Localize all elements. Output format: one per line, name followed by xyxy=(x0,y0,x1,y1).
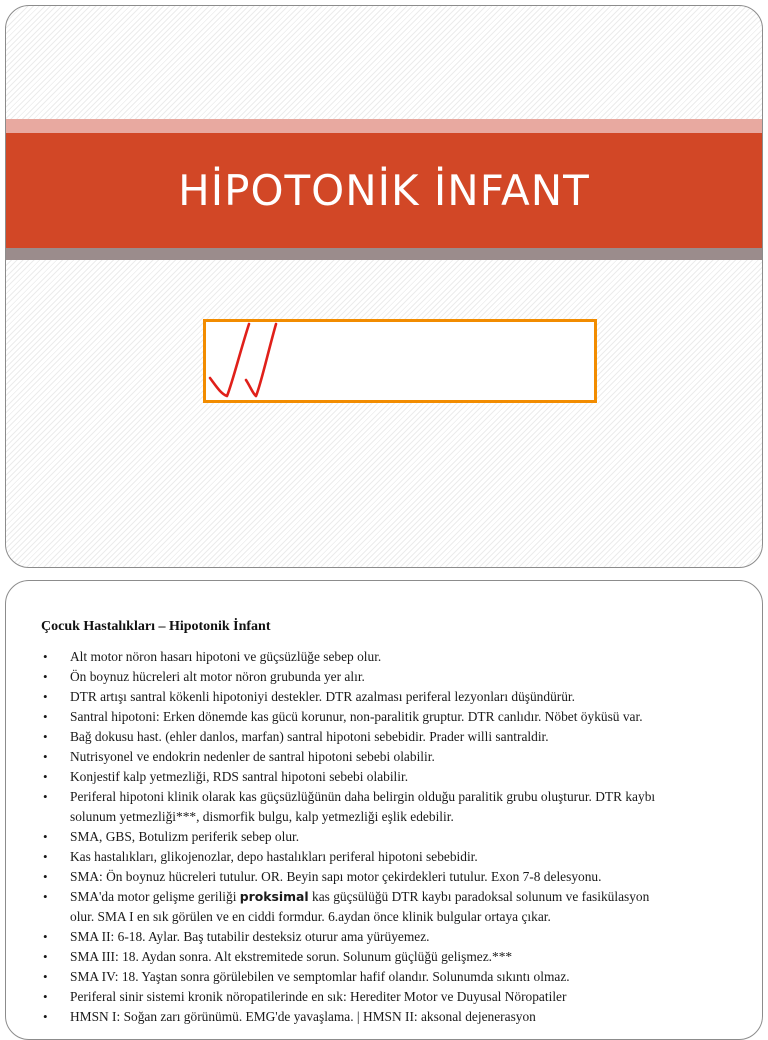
list-item: • Bağ dokusu hast. (ehler danlos, marfan) santral hipotoni sebebidir. Prader willi santraldir. xyxy=(41,727,746,747)
document-heading: Çocuk Hastalıkları – Hipotonik İnfant xyxy=(41,619,271,634)
list-item: • Periferal sinir sistemi kronik nöropatilerinde en sık: Herediter Motor ve Duyusal Nöropatiler xyxy=(41,987,746,1007)
title-top-band xyxy=(6,119,762,133)
list-item: • DTR artışı santral kökenli hipotoniyi destekler. DTR azalması periferal lezyonları düşündürür. xyxy=(41,687,746,707)
title-slide xyxy=(5,5,763,568)
content-slide xyxy=(5,580,763,1040)
slide-title: HİPOTONİK İNFANT xyxy=(178,166,590,215)
list-item: • Santral hipotoni: Erken dönemde kas gücü korunur, non-paralitik gruptur. DTR canlıdır. Nöbet öyküsü var. xyxy=(41,707,746,727)
title-bottom-band xyxy=(6,248,762,260)
list-item: • SMA, GBS, Botulizm periferik sebep olur. xyxy=(41,827,746,847)
list-item: • SMA IV: 18. Yaştan sonra görülebilen ve semptomlar hafif olandır. Solunumda sıkıntı olmaz. xyxy=(41,967,746,987)
list-item: • SMA II: 6-18. Aylar. Baş tutabilir desteksiz oturur ama yürüyemez. xyxy=(41,927,746,947)
bold-term: proksimal xyxy=(239,889,309,904)
list-item: • SMA III: 18. Aydan sonra. Alt ekstremitede sorun. Solunum güçlüğü gelişmez.*** xyxy=(41,947,746,967)
list-item: • Nutrisyonel ve endokrin nedenler de santral hipotoni sebebi olabilir. xyxy=(41,747,746,767)
bullet-list xyxy=(41,647,746,1027)
handwritten-checkmarks-icon xyxy=(206,322,594,400)
list-item: • Konjestif kalp yetmezliği, RDS santral hipotoni sebebi olabilir. xyxy=(41,767,746,787)
list-item: • Ön boynuz hücreleri alt motor nöron grubunda yer alır. xyxy=(41,667,746,687)
checkmark-image-frame xyxy=(203,319,597,403)
list-item: • Periferal hipotoni klinik olarak kas güçsüzlüğünün daha belirgin olduğu paralitik grubu oluşturur. DTR kaybı solunum yetmezliği***, dismorfik bulgu, kalp yetmezliği eşlik edebilir. xyxy=(41,787,746,827)
list-item: • SMA'da motor gelişme geriliği proksimal kas güçsülüğü DTR kaybı paradoksal solunum ve fasikülasyon olur. SMA I en sık görülen ve en ciddi formdur. 6.aydan önce klinik bulgular ortaya çıkar. xyxy=(41,887,746,927)
list-item: • Alt motor nöron hasarı hipotoni ve güçsüzlüğe sebep olur. xyxy=(41,647,746,667)
list-item: • Kas hastalıkları, glikojenozlar, depo hastalıkları periferal hipotoni sebebidir. xyxy=(41,847,746,867)
list-item: • SMA: Ön boynuz hücreleri tutulur. OR. Beyin sapı motor çekirdekleri tutulur. Exon 7-8 delesyonu. xyxy=(41,867,746,887)
list-item: • HMSN I: Soğan zarı görünümü. EMG'de yavaşlama. | HMSN II: aksonal dejenerasyon xyxy=(41,1007,746,1027)
